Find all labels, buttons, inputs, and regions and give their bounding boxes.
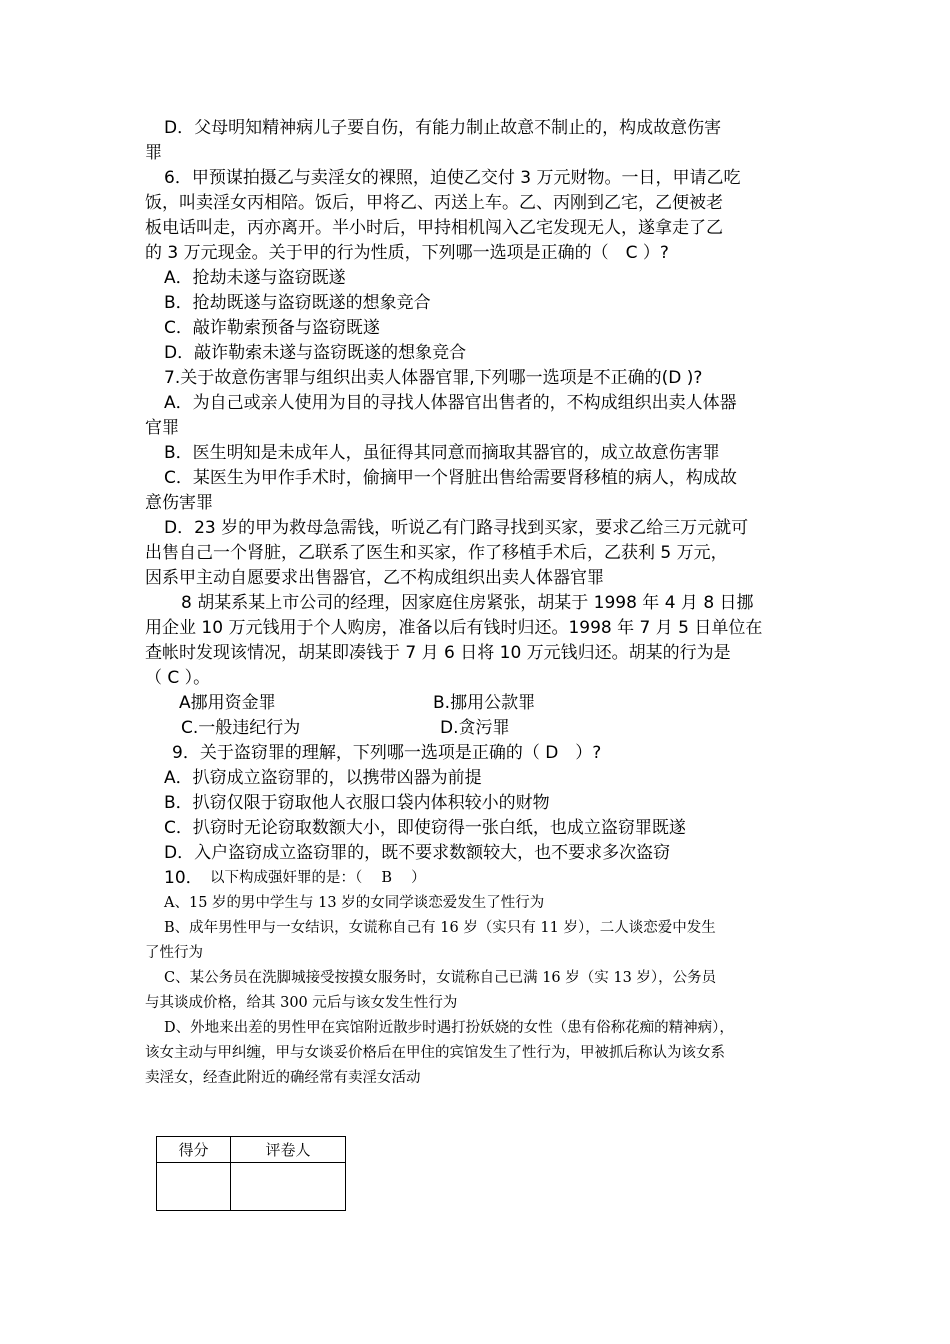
q8-stem-line1: 8 胡某系某上市公司的经理，因家庭住房紧张，胡某于 1998 年 4 月 8 日挪: [181, 593, 754, 613]
score-table: [156, 1136, 346, 1211]
q10-option-c-line2: 与其谈成价格，给其 300 元后与该女发生性行为: [145, 995, 458, 1011]
q9-option-a: A．扒窃成立盗窃罪的，以携带凶器为前提: [164, 768, 482, 788]
q7-option-c-line2: 意伤害罪: [145, 493, 213, 513]
q10-option-d-line1: D、外地来出差的男性甲在宾馆附近散步时遇打扮妖娆的女性（患有俗称花痴的精神病），: [164, 1020, 734, 1036]
q9-option-b: B．扒窃仅限于窃取他人衣服口袋内体积较小的财物: [164, 793, 550, 813]
q7-option-c-line1: C．某医生为甲作手术时，偷摘甲一个肾脏出售给需要肾移植的病人，构成故: [164, 468, 737, 488]
q8-stem-line2: 用企业 10 万元钱用于个人购房，准备以后有钱时归还。1998 年 7 月 5 日单位在: [145, 618, 763, 638]
q6-stem-line2: 饭，叫卖淫女丙相陪。饭后，甲将乙、丙送上车。乙、丙刚到乙宅，乙便被老: [145, 193, 723, 213]
q6-stem-line3: 板电话叫走，丙亦离开。半小时后，甲持相机闯入乙宅发现无人，遂拿走了乙: [145, 218, 723, 238]
q6-option-a: A．抢劫未遂与盗窃既遂: [164, 268, 346, 288]
q9-option-c: C．扒窃时无论窃取数额大小，即使窃得一张白纸，也成立盗窃罪既遂: [164, 818, 686, 838]
q8-option-c: C.一般违纪行为: [181, 718, 301, 738]
q8-stem-line3: 查帐时发现该情况，胡某即凑钱于 7 月 6 日将 10 万元钱归还。胡某的行为是: [145, 643, 731, 663]
q8-option-d: D.贪污罪: [440, 718, 510, 738]
score-entry-cell[interactable]: [157, 1163, 231, 1211]
q5-option-d-line1: D．父母明知精神病儿子要自伤，有能力制止故意不制止的，构成故意伤害: [164, 118, 722, 138]
grader-header-cell: 评卷人: [231, 1137, 346, 1163]
q10-option-d-line3: 卖淫女，经查此附近的确经常有卖淫女活动: [145, 1070, 421, 1086]
score-header-cell: 得分: [157, 1137, 231, 1163]
q10-option-d-line2: 该女主动与甲纠缠，甲与女谈妥价格后在甲住的宾馆发生了性行为，甲被抓后称认为该女系: [145, 1045, 725, 1061]
q5-option-d-line2: 罪: [145, 143, 162, 163]
q9-option-d: D．入户盗窃成立盗窃罪的，既不要求数额较大，也不要求多次盗窃: [164, 843, 671, 863]
q7-option-a-line2: 官罪: [145, 418, 179, 438]
q6-option-b: B．抢劫既遂与盗窃既遂的想象竞合: [164, 293, 431, 313]
q6-stem-line4: 的 3 万元现金。关于甲的行为性质，下列哪一选项是正确的（ C ）?: [145, 243, 669, 263]
grader-entry-cell[interactable]: [231, 1163, 346, 1211]
q10-number: 10．: [164, 868, 203, 888]
q8-option-a: A挪用资金罪: [179, 693, 276, 713]
q7-option-b: B．医生明知是未成年人，虽征得其同意而摘取其器官的，成立故意伤害罪: [164, 443, 720, 463]
q7-option-d-line1: D．23 岁的甲为救母急需钱，听说乙有门路寻找到买家，要求乙给三万元就可: [164, 518, 749, 538]
q7-option-d-line3: 因系甲主动自愿要求出售器官，乙不构成组织出卖人体器官罪: [145, 568, 604, 588]
q7-option-d-line2: 出售自己一个肾脏，乙联系了医生和买家，作了移植手术后，乙获利 5 万元，: [145, 543, 728, 563]
q6-option-d: D．敲诈勒索未遂与盗窃既遂的想象竞合: [164, 343, 467, 363]
q9-stem: 9．关于盗窃罪的理解，下列哪一选项是正确的（ D ）?: [172, 743, 602, 763]
q10-option-a: A、15 岁的男中学生与 13 岁的女同学谈恋爱发生了性行为: [164, 895, 545, 911]
q10-stem: 以下构成强奸罪的是：（ B ）: [210, 870, 426, 886]
q6-stem-line1: 6．甲预谋拍摄乙与卖淫女的裸照，迫使乙交付 3 万元财物。一日，甲请乙吃: [164, 168, 741, 188]
q10-option-c-line1: C、某公务员在洗脚城接受按摸女服务时，女谎称自己已满 16 岁（实 13 岁），公务员: [164, 970, 717, 986]
q8-stem-line4: （ C ）。: [145, 668, 211, 688]
q7-stem: 7.关于故意伤害罪与组织出卖人体器官罪,下列哪一选项是不正确的(D )?: [164, 368, 703, 388]
q7-option-a-line1: A．为自己或亲人使用为目的寻找人体器官出售者的，不构成组织出卖人体器: [164, 393, 737, 413]
q8-option-b: B.挪用公款罪: [433, 693, 536, 713]
q6-option-c: C．敲诈勒索预备与盗窃既遂: [164, 318, 380, 338]
q10-option-b-line1: B、成年男性甲与一女结识，女谎称自己有 16 岁（实只有 11 岁），二人谈恋爱中发生: [164, 920, 716, 936]
q10-option-b-line2: 了性行为: [145, 945, 203, 961]
